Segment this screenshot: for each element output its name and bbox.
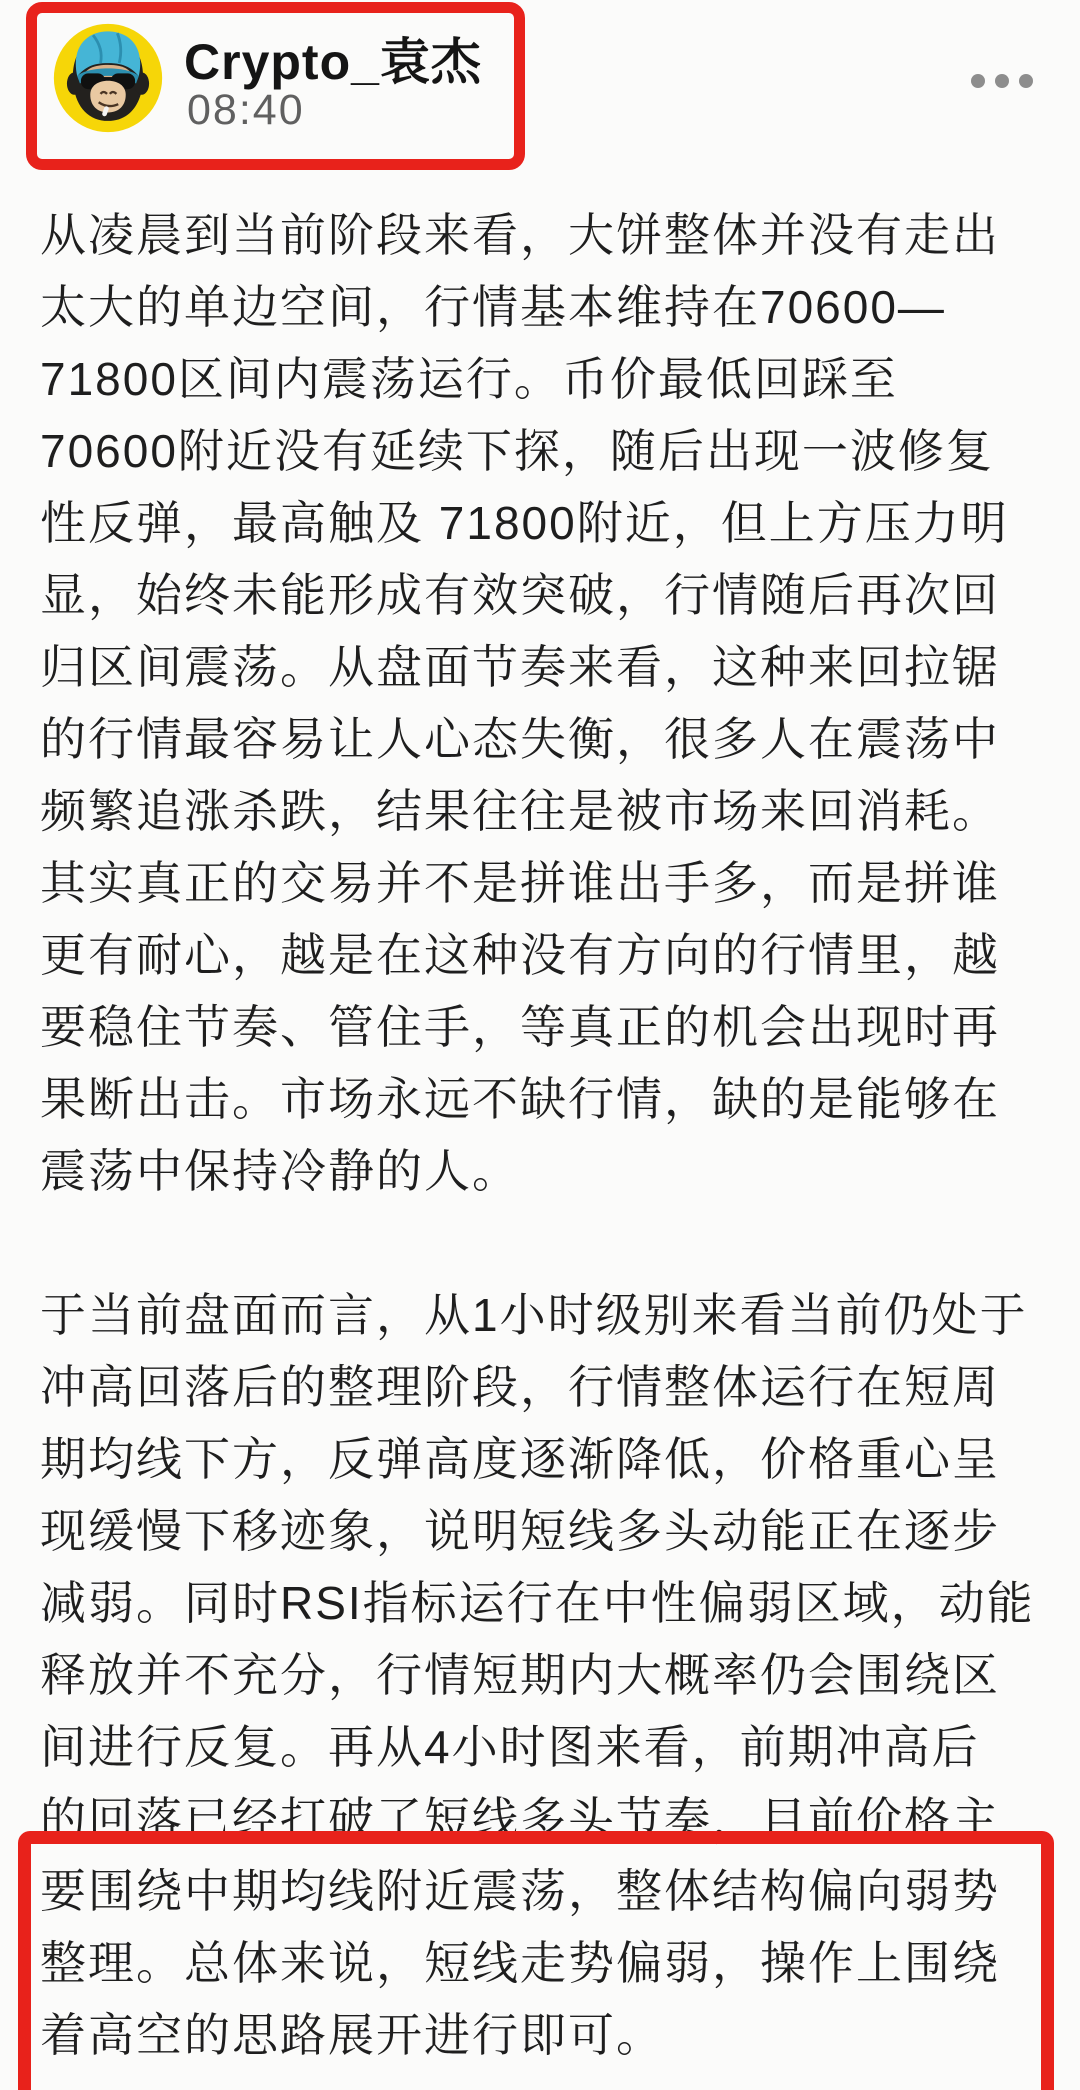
text-line: 要稳住节奏、管住手，等真正的机会出现时再 xyxy=(40,1001,1000,1053)
text-line: 其实真正的交易并不是拼谁出手多，而是拼谁 xyxy=(40,857,1000,909)
text-line: 于当前盘面而言，从1小时级别来看当前仍处于 xyxy=(40,1289,1028,1341)
text-line: 性反弹，最高触及 71800附近，但上方压力明 xyxy=(40,497,1009,549)
dot xyxy=(971,74,985,88)
text-line: 太大的单边空间，行情基本维持在70600— xyxy=(40,281,946,333)
text-line: 着高空的思路展开进行即可。 xyxy=(40,2009,664,2061)
post-time: 08:40 xyxy=(187,86,305,134)
text-line: 归区间震荡。从盘面节奏来看，这种来回拉锯 xyxy=(40,641,1000,693)
text-line: 冲高回落后的整理阶段，行情整体运行在短周 xyxy=(40,1361,1000,1413)
paragraph-1 xyxy=(40,199,1052,1207)
post-body xyxy=(40,199,1052,2071)
text-line: 减弱。同时RSI指标运行在中性偏弱区域，动能 xyxy=(40,1577,1035,1629)
text-line: 从凌晨到当前阶段来看，大饼整体并没有走出 xyxy=(40,209,1000,261)
text-line: 现缓慢下移迹象，说明短线多头动能正在逐步 xyxy=(40,1505,1000,1557)
text-line: 震荡中保持冷静的人。 xyxy=(40,1145,520,1197)
text-line: 释放并不充分，行情短期内大概率仍会围绕区 xyxy=(40,1649,1000,1701)
more-options-icon[interactable] xyxy=(971,74,1033,88)
text-line: 的回落已经打破了短线多头节奏，目前价格主 xyxy=(40,1793,1000,1845)
dot xyxy=(1019,74,1033,88)
text-line: 频繁追涨杀跌，结果往往是被市场来回消耗。 xyxy=(40,785,1000,837)
text-line: 果断出击。市场永远不缺行情，缺的是能够在 xyxy=(40,1073,1000,1125)
text-line: 要围绕中期均线附近震荡，整体结构偏向弱势 xyxy=(40,1865,1000,1917)
text-line: 显，始终未能形成有效突破，行情随后再次回 xyxy=(40,569,1000,621)
text-line: 70600附近没有延续下探，随后出现一波修复 xyxy=(40,425,994,477)
text-line: 期均线下方，反弹高度逐渐降低，价格重心呈 xyxy=(40,1433,1000,1485)
text-line: 71800区间内震荡运行。币价最低回踩至 xyxy=(40,353,898,405)
username: Crypto_袁杰 xyxy=(184,34,482,90)
text-line: 的行情最容易让人心态失衡，很多人在震荡中 xyxy=(40,713,1000,765)
text-line: 整理。总体来说，短线走势偏弱，操作上围绕 xyxy=(40,1937,1000,1989)
paragraph-2 xyxy=(40,1279,1052,2071)
dot xyxy=(995,74,1009,88)
monkey-avatar-icon xyxy=(52,22,164,134)
avatar[interactable] xyxy=(52,22,164,134)
text-line: 更有耐心，越是在这种没有方向的行情里，越 xyxy=(40,929,1000,981)
text-line: 间进行反复。再从4小时图来看，前期冲高后 xyxy=(40,1721,980,1773)
